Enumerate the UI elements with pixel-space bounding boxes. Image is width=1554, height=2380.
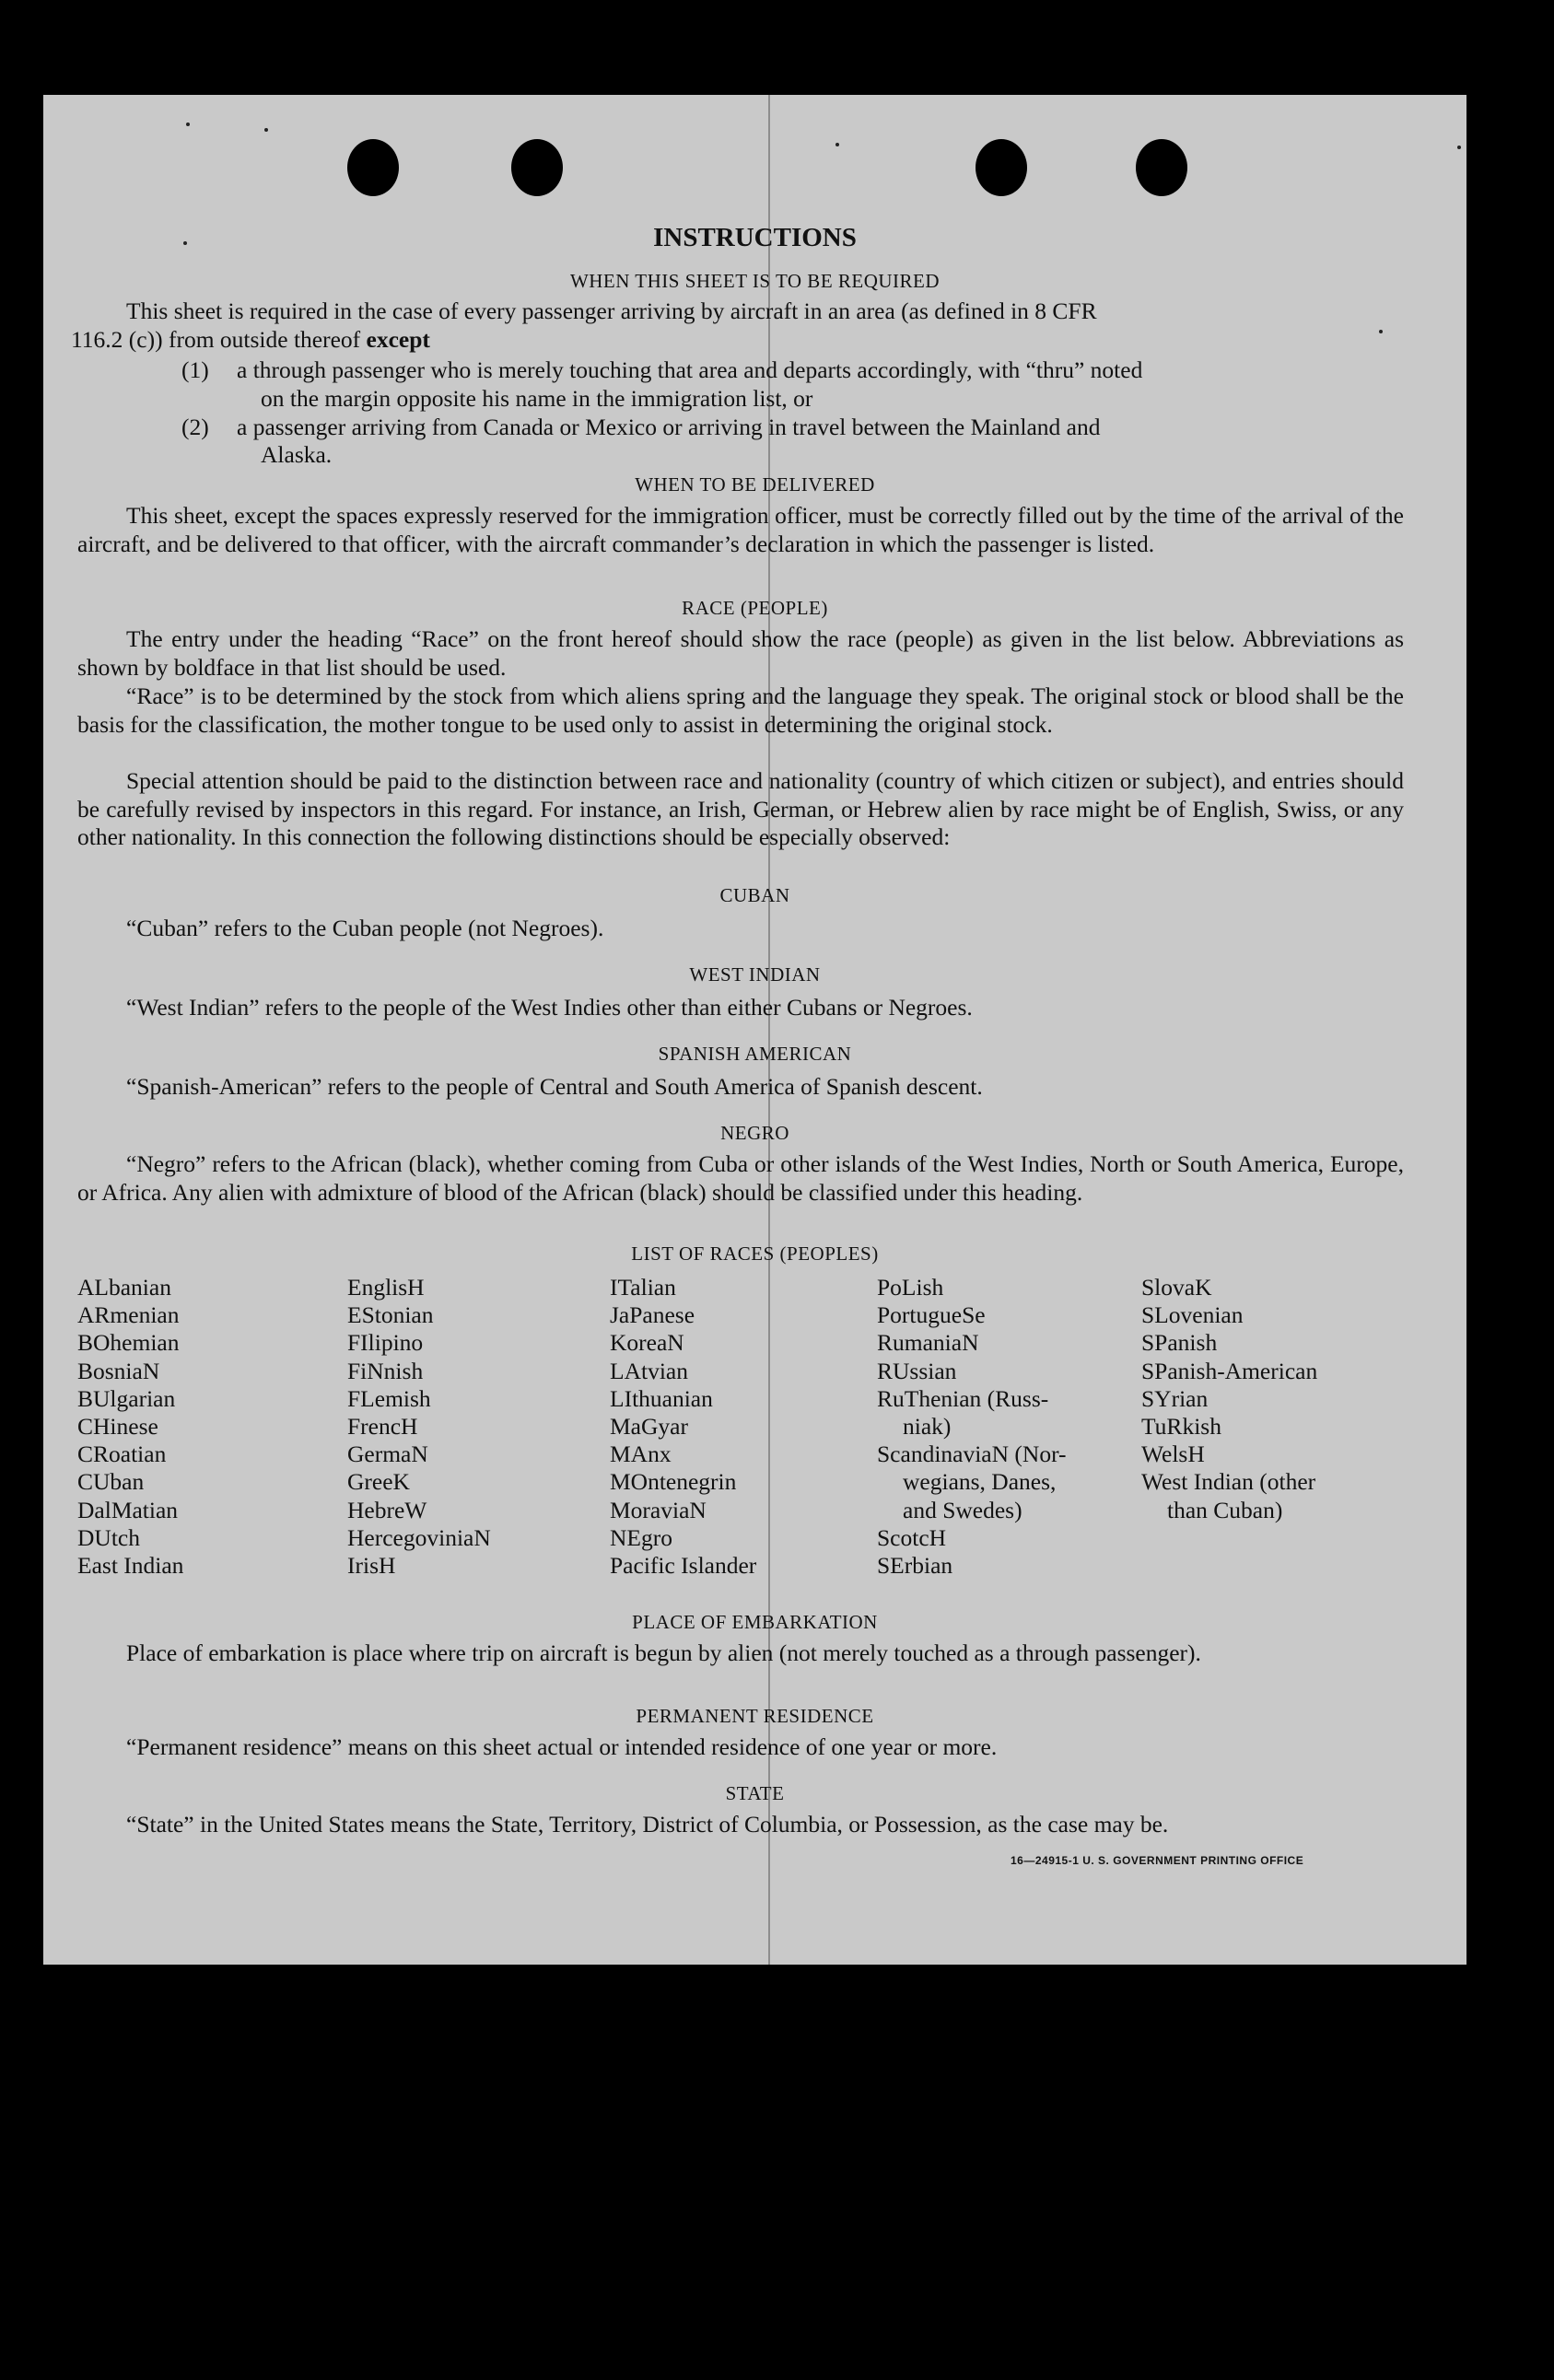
race-item: IrisH xyxy=(347,1552,396,1580)
race-paragraph-1: The entry under the heading “Race” on the front hereof should show the race (people) as given in the list below. Abbreviations as shown by boldface in that list should be used. xyxy=(77,625,1404,681)
races-column-2 xyxy=(347,1274,491,1580)
race-item: TuRkish xyxy=(1141,1413,1221,1441)
race-item: SLovenian xyxy=(1141,1301,1244,1329)
heading-race: RACE (PEOPLE) xyxy=(682,597,828,619)
negro-paragraph: “Negro” refers to the African (black), whether coming from Cuba or other islands of the West Indies, North or South America, Europe, or Africa. Any alien with admixture of blood of the African (black) should be classified under this heading. xyxy=(77,1150,1404,1206)
race-item: EnglisH xyxy=(347,1274,425,1301)
race-item: LIthuanian xyxy=(610,1384,713,1412)
race-item: PortugueSe xyxy=(877,1301,986,1329)
race-item: ScotcH xyxy=(877,1523,947,1551)
race-item: and Swedes) xyxy=(903,1496,1022,1523)
race-item: BOhemian xyxy=(77,1329,180,1357)
heading-negro: NEGRO xyxy=(720,1122,789,1144)
page-title: INSTRUCTIONS xyxy=(653,223,857,252)
race-item: MOntenegrin xyxy=(610,1468,737,1496)
race-item: KoreaN xyxy=(610,1329,684,1357)
race-item: than Cuban) xyxy=(1167,1496,1283,1523)
race-item: FrencH xyxy=(347,1413,418,1441)
race-item: EStonian xyxy=(347,1301,434,1329)
heading-when-delivered: WHEN TO BE DELIVERED xyxy=(635,473,875,496)
races-column-3 xyxy=(610,1274,756,1580)
race-item: RUssian xyxy=(877,1357,957,1384)
race-item: NEgro xyxy=(610,1523,672,1551)
instruction-sheet xyxy=(43,95,1466,1965)
race-item: wegians, Danes, xyxy=(903,1468,1057,1496)
race-item: SYrian xyxy=(1141,1384,1209,1412)
printing-office-imprint: 16—24915-1 U. S. GOVERNMENT PRINTING OFFICE xyxy=(1011,1854,1304,1867)
race-item: East Indian xyxy=(77,1552,184,1580)
residence-text: “Permanent residence” means on this sheet actual or intended residence of one year or more. xyxy=(126,1733,998,1760)
race-item: RumaniaN xyxy=(877,1329,979,1357)
punch-hole xyxy=(976,139,1027,196)
race-item: SErbian xyxy=(877,1552,953,1580)
race-item: HebreW xyxy=(347,1496,427,1523)
heading-cuban: CUBAN xyxy=(719,884,790,906)
item-1-number: (1) xyxy=(181,356,209,383)
race-item: MAnx xyxy=(610,1441,672,1468)
race-item: DalMatian xyxy=(77,1496,179,1523)
race-paragraph-3: Special attention should be paid to the distinction between race and nationality (country of which citizen or subject), and entries should be carefully revised by inspectors in this regard. For instance, an Irish, German, or Hebrew alien by race might be of English, Swiss, or any other nationality. In this connection the following distinctions should be especially observed: xyxy=(77,767,1404,850)
race-item: ScandinaviaN (Nor- xyxy=(877,1441,1067,1468)
heading-permanent-residence: PERMANENT RESIDENCE xyxy=(636,1705,874,1727)
heading-state: STATE xyxy=(725,1782,785,1804)
race-item: BUlgarian xyxy=(77,1384,176,1412)
west-indian-text: “West Indian” refers to the people of the West Indies other than either Cubans or Negroes. xyxy=(126,994,973,1021)
heading-when-required: WHEN THIS SHEET IS TO BE REQUIRED xyxy=(569,270,941,292)
race-item: niak) xyxy=(903,1413,952,1441)
item-2-line-2: Alaska. xyxy=(261,441,333,468)
heading-west-indian: WEST INDIAN xyxy=(689,963,821,986)
item-1-line-2: on the margin opposite his name in the immigration list, or xyxy=(261,385,813,412)
race-item: LAtvian xyxy=(610,1357,688,1384)
race-item: CUban xyxy=(77,1468,145,1496)
race-item: MoraviaN xyxy=(610,1496,707,1523)
item-1-line-1: a through passenger who is merely touching that area and departs accordingly, with “thru” noted xyxy=(237,356,1143,383)
race-item: FLemish xyxy=(347,1384,431,1412)
race-item: GreeK xyxy=(347,1468,410,1496)
race-item: SPanish-American xyxy=(1141,1357,1318,1384)
heading-embarkation: PLACE OF EMBARKATION xyxy=(632,1611,878,1633)
race-item: FiNnish xyxy=(347,1357,424,1384)
races-column-4 xyxy=(877,1274,1067,1580)
race-item: BosniaN xyxy=(77,1357,160,1384)
punch-hole xyxy=(347,139,399,196)
heading-spanish-american: SPANISH AMERICAN xyxy=(658,1043,852,1065)
race-item: WelsH xyxy=(1141,1441,1205,1468)
race-item: Pacific Islander xyxy=(610,1552,757,1580)
punch-hole xyxy=(511,139,563,196)
race-item: FIlipino xyxy=(347,1329,424,1357)
race-item: RuThenian (Russ- xyxy=(877,1384,1049,1412)
race-item: SlovaK xyxy=(1141,1274,1212,1301)
race-paragraph-2: “Race” is to be determined by the stock from which aliens spring and the language they speak. The original stock or blood shall be the basis for the classification, the mother tongue to be used only to assist in determining the original stock. xyxy=(77,682,1404,738)
race-item: ITalian xyxy=(610,1274,676,1301)
delivered-paragraph: This sheet, except the spaces expressly reserved for the immigration officer, must be correctly filled out by the time of the arrival of the aircraft, and be delivered to that officer, with the aircraft commander’s declaration in which the passenger is listed. xyxy=(77,502,1404,557)
race-item: HercegoviniaN xyxy=(347,1523,491,1551)
race-item: ARmenian xyxy=(77,1301,180,1329)
race-item: CRoatian xyxy=(77,1441,167,1468)
state-paragraph: “State” in the United States means the State, Territory, District of Columbia, or Possession, as the case may be. xyxy=(126,1811,1169,1838)
cuban-text: “Cuban” refers to the Cuban people (not Negroes). xyxy=(126,915,604,941)
race-item: SPanish xyxy=(1141,1329,1218,1357)
race-item: JaPanese xyxy=(610,1301,695,1329)
race-item: ALbanian xyxy=(77,1274,171,1301)
item-2-line-1: a passenger arriving from Canada or Mexico or arriving in travel between the Mainland and xyxy=(237,414,1101,440)
races-column-5 xyxy=(1141,1274,1317,1524)
required-line-1: This sheet is required in the case of every passenger arriving by aircraft in an area (as defined in 8 CFR xyxy=(126,298,1097,324)
race-item: CHinese xyxy=(77,1413,158,1441)
race-item: MaGyar xyxy=(610,1413,688,1441)
punch-hole xyxy=(1136,139,1187,196)
required-line-2: 116.2 (c)) from outside thereof except xyxy=(71,326,430,353)
race-item: PoLish xyxy=(877,1274,944,1301)
item-2-number: (2) xyxy=(181,414,209,440)
races-column-1 xyxy=(77,1274,183,1580)
spanish-american-text: “Spanish-American” refers to the people of Central and South America of Spanish descent. xyxy=(126,1073,983,1100)
heading-list-of-races: LIST OF RACES (PEOPLES) xyxy=(631,1242,879,1265)
race-item: GermaN xyxy=(347,1441,428,1468)
race-item: West Indian (other xyxy=(1141,1468,1316,1496)
embarkation-paragraph: Place of embarkation is place where trip on aircraft is begun by alien (not merely touched as a through passenger). xyxy=(126,1639,1201,1666)
race-item: DUtch xyxy=(77,1523,140,1551)
